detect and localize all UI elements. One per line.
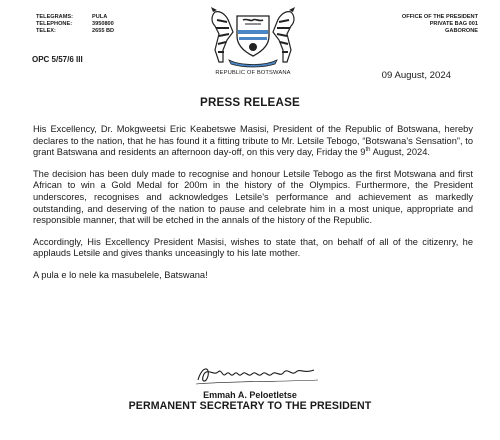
office-address [402,14,478,35]
paragraph-2: The decision has been duly made to recognise and honour Letsile Tebogo as the first Motswana and first African to win a Gold Medal for 200m in the history of the Olympics. Furthermore, the President underscores, recognises and acknowledges Letsile’s performance and achievement as markedly outstanding, and deserving of the nation to pause and celebrate him in a most unique, appropriate and responsible manner, that will be etched in the annals of the history of the Republic. [33,168,473,226]
crest-caption: REPUBLIC OF BOTSWANA [215,70,291,76]
release-body [33,124,473,292]
shield-icon [237,16,269,56]
document-title: PRESS RELEASE [200,96,300,109]
contact-row-telegrams [36,14,132,21]
contact-label: TELEPHONE: [36,21,73,27]
office-line: GABORONE [445,28,478,34]
zebra-right-icon [273,7,295,62]
signatory-name: Emmah A. Peloetletse [203,390,297,400]
zebra-left-icon [211,7,233,62]
paragraph-1-end: August, 2024. [370,147,430,158]
contact-block [36,14,132,35]
contact-row-telephone [36,21,132,28]
paragraph-1 [33,124,473,159]
handwritten-signature-icon [192,362,322,388]
motto-scroll-icon [229,60,277,67]
contact-value: PULA [92,14,108,20]
ordinal-suffix: th [365,147,371,154]
office-line: PRIVATE BAG 001 [429,21,478,27]
contact-label: TELEGRAMS: [36,14,73,20]
contact-label: TELEX: [36,28,56,34]
release-date: 09 August, 2024 [381,70,451,81]
paragraph-3: Accordingly, His Excellency President Masisi, wishes to state that, on behalf of all of the citizenry, he applauds Letsile and gives thanks unceasingly to his late mother. [33,236,473,259]
contact-value: 2655 BD [92,28,115,34]
coat-of-arms-icon [193,6,313,68]
paragraph-4: A pula e lo nele ka masubelele, Batswana! [33,269,208,280]
contact-value: 3950800 [92,21,114,27]
signatory-title: PERMANENT SECRETARY TO THE PRESIDENT [128,400,372,412]
paragraph-1-text: His Excellency, Dr. Mokgweetsi Eric Keabetswe Masisi, President of the Republic of Botswana, hereby declares to the nation, that he has found it a fitting tribute to Mr. Letsile Tebogo, “Botswana’s Sensation”, to grant Batswana and residents an afternoon day-off, on this very day, Friday the 9 [33,124,473,158]
reference-number: OPC 5/57/6 III [32,55,83,64]
office-line: OFFICE OF THE PRESIDENT [401,14,478,20]
contact-row-telex [36,28,132,35]
